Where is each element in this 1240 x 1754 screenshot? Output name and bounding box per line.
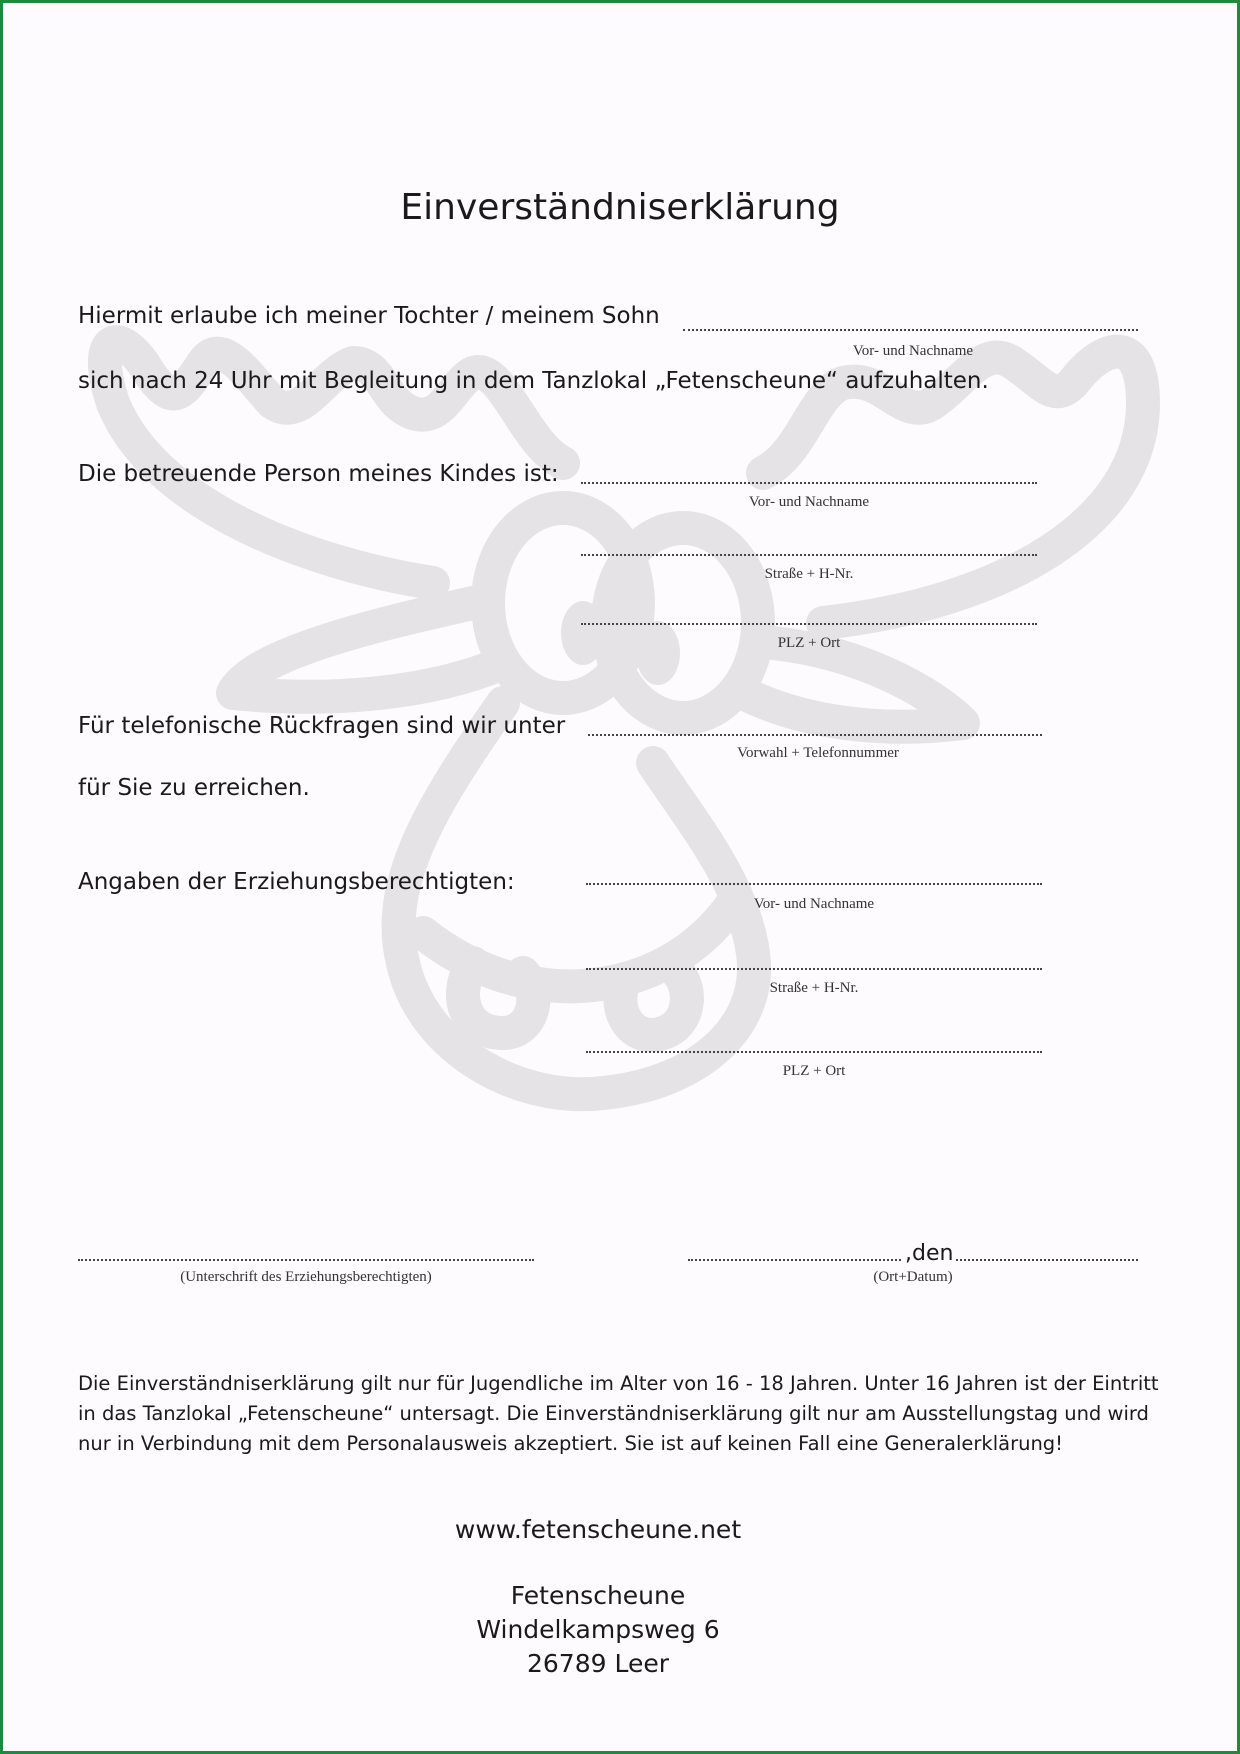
guardian-street-label: Straße + H-Nr. (769, 980, 859, 996)
venue-name: Fetenscheune (510, 1581, 686, 1610)
caretaker-street-field[interactable] (581, 554, 1037, 556)
permission-line-1: Hiermit erlaube ich meiner Tochter / meinem Sohn (78, 303, 660, 329)
guardian-street-field[interactable] (586, 968, 1042, 970)
caretaker-name-field[interactable] (581, 482, 1037, 484)
venue-street: Windelkampsweg 6 (476, 1615, 720, 1644)
venue-city: 26789 Leer (526, 1649, 669, 1678)
guardian-city-field[interactable] (586, 1051, 1042, 1053)
phone-outro: für Sie zu erreichen. (78, 775, 310, 801)
caretaker-city-field[interactable] (581, 623, 1037, 625)
guardian-intro: Angaben der Erziehungsberechtigten: (78, 869, 515, 895)
permission-line-2: sich nach 24 Uhr mit Begleitung in dem Tanzlokal „Fetenscheune“ aufzuhalten. (78, 368, 989, 394)
child-name-label: Vor- und Nachname (852, 343, 974, 359)
phone-number-field[interactable] (588, 734, 1042, 736)
child-name-field[interactable] (683, 329, 1138, 331)
phone-number-label: Vorwahl + Telefonnummer (737, 745, 899, 761)
signature-label: (Unterschrift des Erziehungsberechtigten) (180, 1269, 432, 1285)
caretaker-city-label: PLZ + Ort (777, 635, 841, 651)
form-title: Einverständniserklärung (400, 187, 840, 228)
place-date-label: (Ort+Datum) (873, 1269, 953, 1285)
guardian-city-label: PLZ + Ort (782, 1063, 846, 1079)
date-field[interactable] (956, 1259, 1138, 1261)
age-notice: Die Einverständniserklärung gilt nur für Jugendliche im Alter von 16 - 18 Jahren. Unter 16 Jahren ist der Eintritt in das Tanzlokal „Fetenscheune“ untersagt. Die Einverständniserklärung gilt nur am Ausstellungstag und wird nur in Verbindung mit dem Personalausweis akzeptiert. Sie ist auf keinen Fall eine Generalerklärung! (78, 1372, 1159, 1455)
guardian-name-label: Vor- und Nachname (753, 896, 875, 912)
signature-field[interactable] (78, 1259, 534, 1261)
phone-intro: Für telefonische Rückfragen sind wir unter (78, 713, 566, 739)
caretaker-name-label: Vor- und Nachname (748, 494, 870, 510)
website-link[interactable]: www.fetenscheune.net (454, 1515, 742, 1544)
den-text: ,den (905, 1241, 954, 1266)
caretaker-intro: Die betreuende Person meines Kindes ist: (78, 461, 559, 487)
place-field[interactable] (688, 1259, 901, 1261)
caretaker-street-label: Straße + H-Nr. (764, 566, 854, 582)
guardian-name-field[interactable] (586, 883, 1042, 885)
